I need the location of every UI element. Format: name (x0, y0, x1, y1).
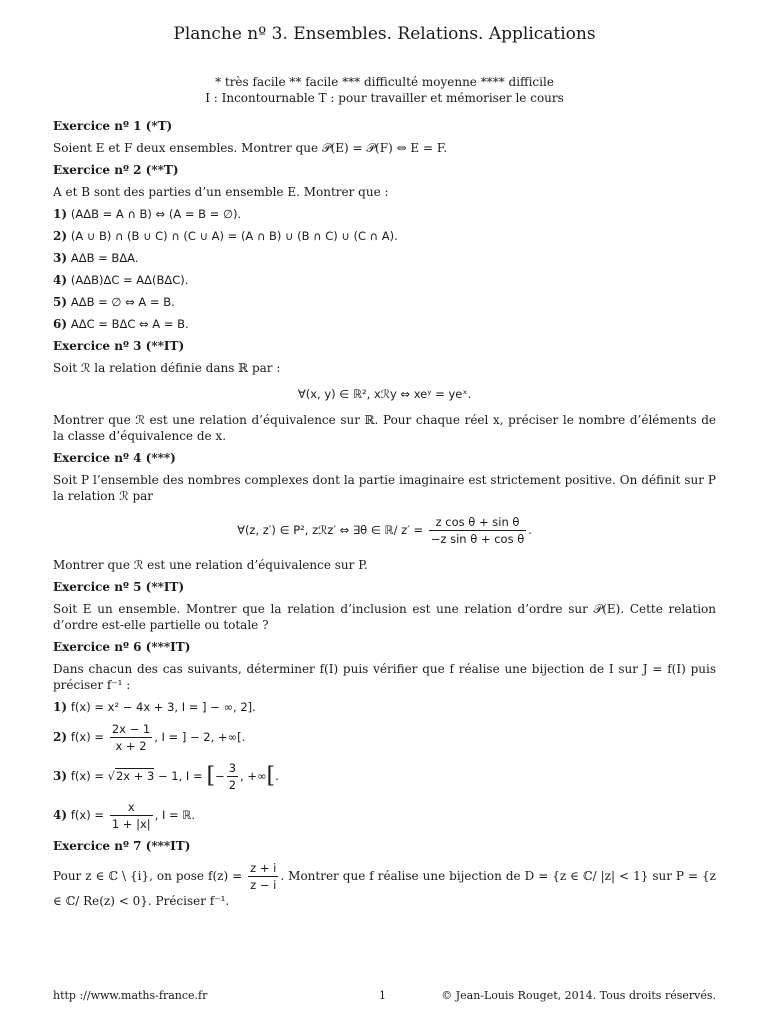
denominator: z − i (250, 878, 277, 892)
exercise-6-item-3 (53, 760, 716, 793)
exercise-5-text: Soit E un ensemble. Montrer que la relation d’inclusion est une relation d’ordre sur 𝒫(E). Cette relation d’ordre est-elle partielle ou totale ? (53, 602, 716, 632)
exercise-2-item-3 (53, 250, 716, 266)
exercise-6-item-2 (53, 721, 716, 754)
page-title: Planche nº 3. Ensembles. Relations. Applications (173, 24, 596, 44)
exercise-4-intro: Soit P l’ensemble des nombres complexes dont la partie imaginaire est strictement positive. On définit sur P la relation ℛ par (53, 473, 716, 503)
item-number: 3) (53, 769, 68, 783)
exercise-4-formula (53, 514, 716, 547)
exercise-7-title: Exercice nº 7 (***IT) (53, 839, 191, 853)
exercise-3-intro: Soit ℛ la relation définie dans ℝ par : (53, 361, 281, 375)
fraction (248, 860, 278, 893)
item-left: f(x) = (70, 730, 104, 744)
item-right: , I = ] − 2, +∞[. (154, 730, 246, 744)
item-number: 2) (53, 229, 68, 243)
item-number: 6) (53, 317, 68, 331)
exercises (53, 118, 716, 915)
item-text: (AΔB = A ∩ B) ⇔ (A = B = ∅). (70, 207, 242, 221)
item-number: 4) (53, 273, 68, 287)
item-text: (AΔB)ΔC = AΔ(BΔC). (70, 273, 189, 287)
radicand: 2x + 3 (115, 769, 155, 783)
formula-end: . (528, 523, 532, 537)
bracket-open: [ (206, 763, 216, 789)
text-part-1: Pour z ∈ ℂ \ {i}, on pose f(z) = (53, 869, 243, 883)
fraction (227, 760, 238, 793)
item-text: AΔB = ∅ ⇔ A = B. (70, 295, 175, 309)
numerator: z + i (250, 861, 277, 875)
item-text: AΔB = BΔA. (70, 251, 139, 265)
exercise-2-item-2 (53, 228, 716, 244)
fraction (429, 514, 526, 547)
item-number: 5) (53, 295, 68, 309)
fraction (110, 799, 153, 832)
exercise-2-item-1 (53, 206, 716, 222)
copyright: © Jean-Louis Rouget, 2014. Tous droits réservés. (441, 989, 716, 1002)
legend-difficulty-line: * très facile ** facile *** difficulté moyenne **** difficile (215, 75, 554, 89)
item-number: 1) (53, 700, 68, 714)
exercise-6-item-1 (53, 699, 716, 715)
exercise-2-item-5 (53, 294, 716, 310)
exercise-4-title: Exercice nº 4 (***) (53, 451, 176, 465)
exercise-2-title: Exercice nº 2 (**T) (53, 163, 179, 177)
exercise-1-title: Exercice nº 1 (*T) (53, 119, 173, 133)
page-number: 1 (379, 989, 386, 1002)
item-text: (A ∪ B) ∩ (B ∪ C) ∩ (C ∪ A) = (A ∩ B) ∪ (B ∩ C) ∪ (C ∩ A). (70, 229, 398, 243)
item-left: f(x) = √ (70, 769, 115, 783)
numerator: z cos θ + sin θ (429, 514, 526, 531)
exercise-2-item-6 (53, 316, 716, 332)
item-end: . (275, 769, 279, 783)
text-part-2: . Montrer que f réalise une bijection de D = {z ∈ ℂ/ |z| < 1} sur P = {z ∈ ℂ/ Re(z) < 0}. Préciser f⁻¹. (53, 869, 716, 908)
item-number: 1) (53, 207, 68, 221)
exercise-2-intro: A et B sont des parties d’un ensemble E. Montrer que : (53, 185, 389, 199)
item-number: 4) (53, 808, 68, 822)
legend-tags-line: I : Incontournable T : pour travailler et mémoriser le cours (205, 91, 564, 105)
item-number: 2) (53, 730, 68, 744)
footer-url-link[interactable]: http ://www.maths-france.fr (53, 989, 208, 1002)
denominator: 1 + |x| (111, 817, 151, 831)
item-left: f(x) = (70, 808, 104, 822)
fraction (110, 721, 152, 754)
item-mid: − 1, I = (154, 769, 203, 783)
numerator: 2x − 1 (111, 722, 151, 736)
interval-end: , +∞ (240, 769, 267, 783)
bracket-close: [ (266, 763, 276, 789)
item-text: AΔC = BΔC ⇔ A = B. (70, 317, 189, 331)
denominator: x + 2 (115, 739, 147, 753)
difficulty-legend (53, 74, 716, 106)
exercise-6-title: Exercice nº 6 (***IT) (53, 640, 191, 654)
exercise-3-text: Montrer que ℛ est une relation d’équivalence sur ℝ. Pour chaque réel x, préciser le nombre d’éléments de la classe d’équivalence de x. (53, 413, 716, 443)
exercise-1-text: Soient E et F deux ensembles. Montrer que 𝒫(E) = 𝒫(F) ⇔ E = F. (53, 141, 448, 155)
exercise-3-title: Exercice nº 3 (**IT) (53, 339, 185, 353)
page (53, 0, 716, 1024)
denominator: −z sin θ + cos θ (430, 532, 525, 546)
exercise-3-formula: ∀(x, y) ∈ ℝ², xℛy ⇔ xeʸ = yeˣ. (297, 387, 472, 401)
exercise-2-item-4 (53, 272, 716, 288)
item-right: , I = ℝ. (154, 808, 196, 822)
formula-left: ∀(z, z′) ∈ P², zℛz′ ⇔ ∃θ ∈ ℝ/ z′ = (237, 523, 424, 537)
exercise-6-item-4 (53, 799, 716, 832)
exercise-5-title: Exercice nº 5 (**IT) (53, 580, 185, 594)
numerator: x (110, 799, 153, 816)
numerator: 3 (228, 761, 237, 775)
denominator: 2 (228, 778, 237, 792)
item-text: f(x) = x² − 4x + 3, I = ] − ∞, 2]. (70, 700, 256, 714)
exercise-4-text: Montrer que ℛ est une relation d’équivalence sur P. (53, 558, 368, 572)
exercise-6-intro: Dans chacun des cas suivants, déterminer f(I) puis vérifier que f réalise une bijection de I sur J = f(I) puis préciser f⁻¹ : (53, 662, 716, 692)
exercise-7-text (53, 860, 716, 909)
item-number: 3) (53, 251, 68, 265)
minus-sign: − (215, 769, 225, 783)
